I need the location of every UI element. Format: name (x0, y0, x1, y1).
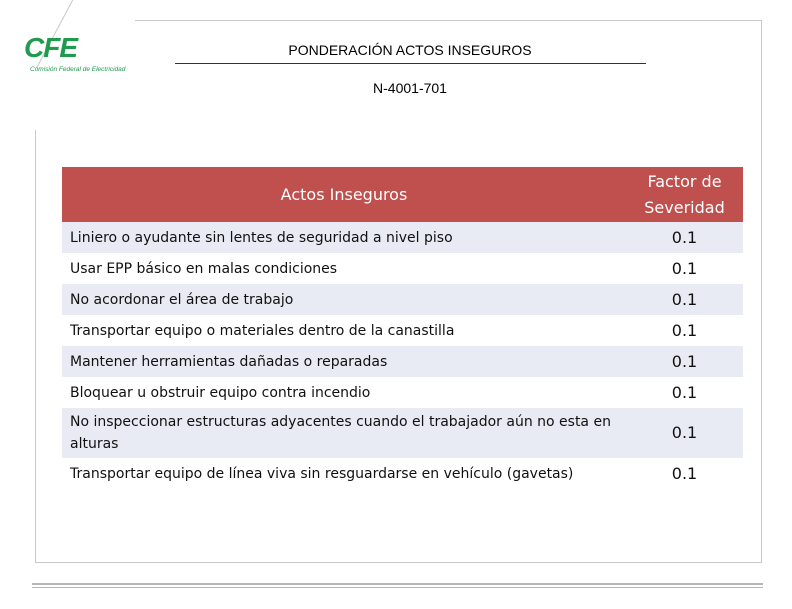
footer-rule-bottom (32, 587, 763, 588)
header-acts: Actos Inseguros (62, 167, 626, 222)
table-row (62, 284, 743, 315)
factor-cell: 0.1 (626, 284, 743, 315)
factor-cell: 0.1 (626, 458, 743, 489)
factor-cell: 0.1 (626, 346, 743, 377)
act-cell: Mantener herramientas dañadas o reparadas (62, 346, 626, 377)
act-cell: Transportar equipo de línea viva sin resguardarse en vehículo (gavetas) (62, 458, 626, 489)
factor-cell: 0.1 (626, 222, 743, 253)
severity-table (62, 167, 743, 489)
table-row (62, 315, 743, 346)
table-row (62, 458, 743, 489)
title-underline (175, 63, 646, 64)
footer-rule-top (32, 583, 763, 585)
act-cell: No acordonar el área de trabajo (62, 284, 626, 315)
act-cell: No inspeccionar estructuras adyacentes cuando el trabajador aún no esta en alturas (62, 408, 626, 458)
table-row (62, 222, 743, 253)
table-row (62, 346, 743, 377)
factor-cell: 0.1 (626, 377, 743, 408)
page-title: PONDERACIÓN ACTOS INSEGUROS (288, 42, 532, 58)
document-code: N-4001-701 (373, 80, 447, 96)
logo-wordmark: CFE (24, 32, 77, 63)
act-cell: Usar EPP básico en malas condiciones (62, 253, 626, 284)
factor-cell: 0.1 (626, 253, 743, 284)
table-header-row (62, 167, 743, 222)
factor-cell: 0.1 (626, 408, 743, 458)
header-factor: Factor de Severidad (626, 167, 743, 222)
act-cell: Liniero o ayudante sin lentes de seguridad a nivel piso (62, 222, 626, 253)
act-cell: Bloquear u obstruir equipo contra incendio (62, 377, 626, 408)
logo-subtitle: Comisión Federal de Electricidad (30, 66, 126, 73)
table-row (62, 377, 743, 408)
table-row (62, 253, 743, 284)
table-row (62, 408, 743, 458)
factor-cell: 0.1 (626, 315, 743, 346)
act-cell: Transportar equipo o materiales dentro de la canastilla (62, 315, 626, 346)
